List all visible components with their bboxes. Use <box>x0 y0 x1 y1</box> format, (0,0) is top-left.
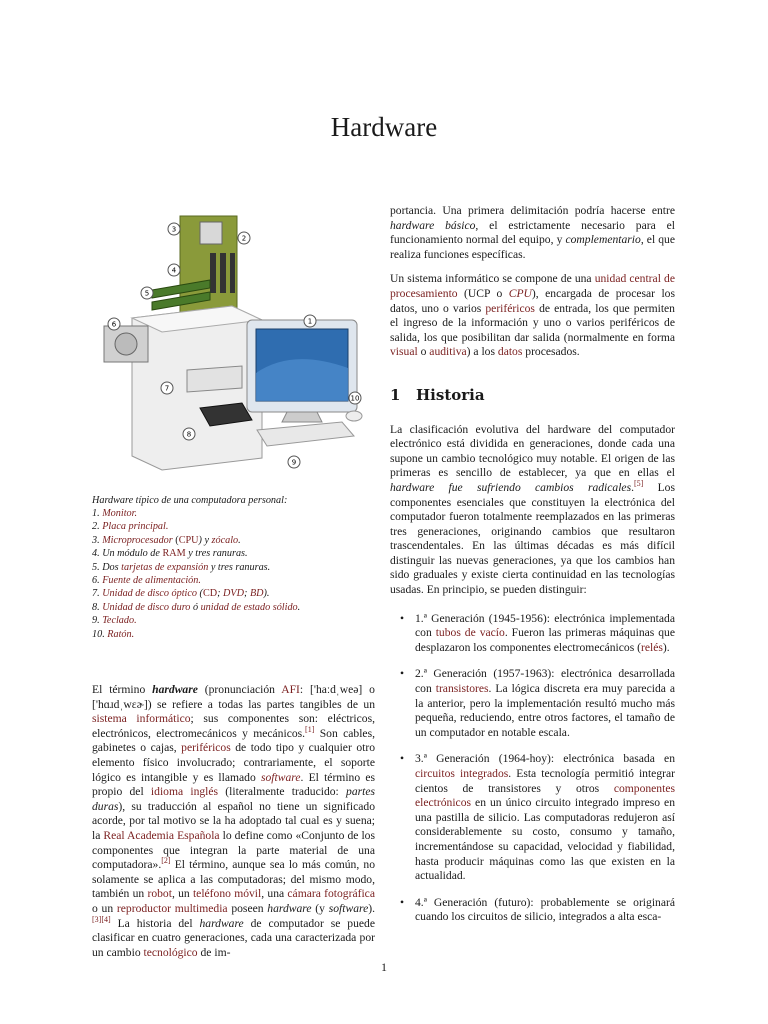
cpu-socket-shape <box>200 222 222 244</box>
wiki-link[interactable]: DVD <box>223 588 244 600</box>
intro-paragraph <box>92 683 375 960</box>
citation-link[interactable]: [2] <box>161 856 171 866</box>
text-run: de computador se puede clasificar en cuatro generaciones, cada una caracterizada por un cambio <box>92 916 375 959</box>
wiki-link[interactable]: periféricos <box>485 301 535 315</box>
text-run: portancia. Una primera delimitación podría hacerse entre <box>390 204 675 217</box>
wiki-link[interactable]: Teclado. <box>102 615 137 627</box>
text-run: software <box>328 901 369 915</box>
text-run: hardware <box>267 901 312 915</box>
ram-slot-shape <box>220 253 226 293</box>
callout-3: 3 <box>171 225 177 234</box>
right-paragraph-2 <box>390 272 675 360</box>
wiki-link[interactable]: Ratón. <box>107 628 135 640</box>
wiki-link[interactable]: CPU <box>178 534 199 546</box>
callout-5: 5 <box>144 289 150 298</box>
wiki-link[interactable]: RAM <box>162 548 186 560</box>
text-run: . Esta tecnología permitió integrar cientos de transistores y otros <box>415 767 675 795</box>
caption-item <box>92 601 375 614</box>
wiki-link[interactable]: reproductor multimedia <box>116 901 228 915</box>
right-paragraph-1 <box>390 204 675 262</box>
text-run: El término <box>92 683 153 696</box>
text-run: ). <box>263 588 270 600</box>
text-run: Dos <box>102 561 122 573</box>
text-run: hardware fue sufriendo cambios radicales <box>390 480 632 494</box>
wiki-link[interactable]: componentes electrónicos <box>415 781 675 810</box>
caption-item <box>92 507 375 520</box>
text-run: . <box>238 534 241 546</box>
text-run: Los componentes esenciales que constituyen la electrónica del computador fueron totalmente reemplazados en las primeras tres generaciones, originando cambios que resultaron trascendentales. En las últimas décadas es más difícil distinguir las nuevas generaciones, ya que los cambios han sido graduales y existe cierta continuidad en las tecnologías usadas. En principio, se pueden distinguir: <box>390 480 675 597</box>
caption-item-number: 2. <box>92 521 103 533</box>
wiki-link[interactable]: robot <box>147 887 172 901</box>
text-run: ( <box>196 588 203 600</box>
callout-7: 7 <box>164 384 170 393</box>
text-run: de entrada, los que permiten el ingreso de la información y uno o varios periféricos de salida, los que posibilitan dar salida (normalmente en forma <box>390 301 675 344</box>
text-run: : ['haːdˌweə] o ['hɑɹdˌwɛɚ]) se refiere a todas las partes tangibles de un <box>92 683 375 711</box>
ram-slot-shape <box>210 253 216 293</box>
citation-link[interactable]: [5] <box>634 479 644 489</box>
keyboard-shape <box>257 422 354 446</box>
text-run: partes duras <box>92 785 375 813</box>
wiki-link[interactable]: Placa principal. <box>102 521 169 533</box>
text-run: . Fueron las primeras máquinas que desplazaron los componentes electromecánicos ( <box>415 626 675 654</box>
text-run: de im- <box>197 945 231 959</box>
text-run: . <box>631 480 634 494</box>
text-run: ) y <box>198 534 212 546</box>
wiki-link[interactable]: CD <box>202 588 218 600</box>
caption-item <box>92 587 375 600</box>
pc-illustration <box>92 198 375 473</box>
text-run: (pronunciación <box>197 683 282 696</box>
caption-item-number: 5. <box>92 561 103 573</box>
caption-item-number: 9. <box>92 615 103 627</box>
text-run: en un único circuito integrado impreso en una pastilla de silicio. Las computadoras redujeron así considerablemente su costo, consumo y tamaño, incrementándose su capacidad, velocidad y fiabilidad, hasta producir máquinas como las que existen en la actualidad. <box>415 796 675 883</box>
text-run: lo define como «Conjunto de los componentes que integran la parte material de una computadora». <box>92 828 375 872</box>
caption-item-number: 8. <box>92 601 103 613</box>
callout-4: 4 <box>171 266 177 275</box>
text-run: o <box>417 345 430 359</box>
wiki-link[interactable]: unidad central de procesamiento <box>390 272 675 300</box>
text-run: , una <box>261 887 288 901</box>
text-run: ; sus componentes son: eléctricos, electrónicos, electromecánicos y mecánicos. <box>92 712 375 740</box>
text-run: procesados. <box>522 345 580 359</box>
figure-caption <box>92 494 375 641</box>
wiki-link[interactable]: BD <box>249 588 264 600</box>
wiki-link[interactable]: Monitor. <box>102 508 137 519</box>
text-run: Son cables, gabinetes o cajas, <box>92 726 375 755</box>
text-run: El término, aunque sea lo más común, no solamente se aplica a las computadoras; del mismo modo, también un <box>92 858 375 901</box>
text-run: . La lógica discreta era muy parecida a la anterior, pero la implementación resultó mucho más pequeña, reduciendo, entre otros factores, el tamaño de un computador en notable escala. <box>415 682 675 739</box>
text-run: ; <box>243 588 250 600</box>
text-run: 2.ª Generación (1957-1963): electrónica desarrollada con <box>415 667 675 696</box>
left-column <box>92 198 375 970</box>
wiki-link[interactable]: zócalo <box>211 534 239 546</box>
generation-item <box>415 667 675 740</box>
wiki-link[interactable]: Fuente de alimentación. <box>102 575 201 587</box>
section-number: 1 <box>390 385 401 404</box>
text-run: , un <box>171 887 193 901</box>
wiki-link[interactable]: CPU <box>508 286 532 300</box>
wiki-link[interactable]: visual <box>390 345 418 359</box>
intro-section <box>92 683 375 960</box>
caption-heading: Hardware típico de una computadora personal: <box>92 494 288 506</box>
caption-item <box>92 520 375 533</box>
text-run: ) a los <box>466 345 498 359</box>
wiki-link[interactable]: Microprocesador <box>102 534 173 546</box>
text-run: , el que realiza funciones específicas. <box>390 233 675 261</box>
text-run: ). <box>662 640 670 654</box>
wiki-link[interactable]: teléfono móvil <box>192 887 262 901</box>
text-run: ; <box>217 588 224 600</box>
text-run: 1.ª Generación (1945-1956): electrónica implementada con <box>415 611 675 640</box>
page-number: 1 <box>381 960 387 974</box>
text-run: 3.ª Generación (1964-hoy): electrónica basada en <box>415 752 675 766</box>
caption-item <box>92 628 375 641</box>
text-run: poseen <box>227 901 268 915</box>
wiki-link[interactable]: transistores <box>435 682 489 696</box>
wiki-link[interactable]: Real Academia Española <box>103 828 220 842</box>
caption-item-number: 6. <box>92 575 103 587</box>
caption-item <box>92 614 375 627</box>
text-run: . El término es propio del <box>92 770 375 799</box>
wiki-link[interactable]: Unidad de disco duro <box>102 601 191 613</box>
wiki-link[interactable]: circuitos integrados <box>415 767 509 780</box>
text-run: ó <box>190 601 201 613</box>
generation-item <box>415 896 675 925</box>
section-title: Historia <box>416 385 485 404</box>
text-run: ), encargada de procesar los datos, uno o varios <box>390 286 675 315</box>
caption-item-number: 7. <box>92 588 103 600</box>
wiki-link[interactable]: Unidad de disco óptico <box>102 588 197 600</box>
text-run: , el estrictamente necesario para el funcionamiento normal del equipo, y <box>390 218 675 247</box>
wiki-link[interactable]: tecnológico <box>143 945 198 959</box>
wiki-link[interactable]: tubos de vacío <box>435 626 505 640</box>
callout-10: 10 <box>350 394 360 403</box>
generation-item <box>415 752 675 883</box>
caption-item-number: 3. <box>92 534 103 546</box>
text-run: hardware <box>199 916 244 930</box>
text-run: y tres ranuras. <box>185 548 248 560</box>
generations-list <box>390 612 675 925</box>
text-run: (y <box>311 901 329 915</box>
wiki-link[interactable]: datos <box>497 345 523 359</box>
callout-9: 9 <box>291 458 297 467</box>
text-run: . <box>297 601 301 613</box>
text-run: Un módulo de <box>102 548 163 560</box>
text-run: La clasificación evolutiva del hardware del computador electrónico está dividida en generaciones, donde cada una supone un cambio tecnológico muy notable. El origen de las primeras es sencillo de establecer, ya que en ellas el <box>390 422 675 480</box>
caption-item-number: 4. <box>92 548 103 560</box>
callout-6: 6 <box>111 320 117 329</box>
wiki-link[interactable]: sistema informático <box>92 712 191 726</box>
text-run: ). <box>368 901 375 915</box>
wiki-link[interactable]: tarjetas de expansión <box>121 561 209 573</box>
text-run: y tres ranuras. <box>208 561 271 573</box>
section-heading <box>390 385 675 404</box>
text-run: ), su traducción al español no tiene un significado acorde, por tal motivo se la ha adoptado tal cual es y suena; la <box>92 799 375 842</box>
citation-link[interactable]: [1] <box>305 724 315 734</box>
callout-2: 2 <box>241 234 247 243</box>
wiki-link[interactable]: software <box>260 770 301 784</box>
history-paragraph <box>390 423 675 598</box>
wiki-link[interactable]: unidad de estado sólido <box>200 601 298 613</box>
pc-hardware-figure <box>92 198 375 640</box>
callout-1: 1 <box>307 317 313 326</box>
text-run: Un sistema informático se compone de una <box>390 272 595 286</box>
caption-item <box>92 547 375 560</box>
wiki-link[interactable]: relés <box>641 640 663 654</box>
caption-item <box>92 561 375 574</box>
text-run: hardware <box>152 683 198 696</box>
wiki-link[interactable]: idioma inglés <box>150 785 219 799</box>
caption-item <box>92 574 375 587</box>
wiki-link[interactable]: auditiva <box>429 345 467 359</box>
text-run: de todo tipo y cualquier otro elemento físico involucrado; contrariamente, el soporte lógico es intangible y es llamado <box>92 741 375 784</box>
optical-drive-shape <box>187 366 242 392</box>
text-run: (literalmente traducido: <box>218 785 347 799</box>
wiki-link[interactable]: AFI <box>281 683 300 696</box>
generation-item <box>415 612 675 656</box>
caption-item <box>92 534 375 547</box>
text-run: hardware básico <box>390 218 476 232</box>
text-run: o un <box>92 901 117 915</box>
wiki-link[interactable]: periféricos <box>181 741 231 755</box>
callout-8: 8 <box>186 430 192 439</box>
text-run: La historia del <box>110 916 200 930</box>
citation-link[interactable]: [3][4] <box>92 914 111 924</box>
caption-item-number: 1. <box>92 508 103 519</box>
mouse-shape <box>346 411 362 421</box>
caption-item-number: 10. <box>92 628 108 640</box>
right-column <box>390 204 675 937</box>
page-title: Hardware <box>330 112 438 142</box>
text-run: ( <box>172 534 179 546</box>
text-run: complementario <box>565 233 641 247</box>
caption-list <box>92 507 375 641</box>
text-run: (UCP o <box>457 286 509 300</box>
wiki-link[interactable]: cámara fotográfica <box>287 887 375 901</box>
ram-slot-shape <box>230 253 235 293</box>
text-run: 4.ª Generación (futuro): probablemente se originará cuando los circuitos de silicio, integrados a alta esca- <box>415 895 675 924</box>
